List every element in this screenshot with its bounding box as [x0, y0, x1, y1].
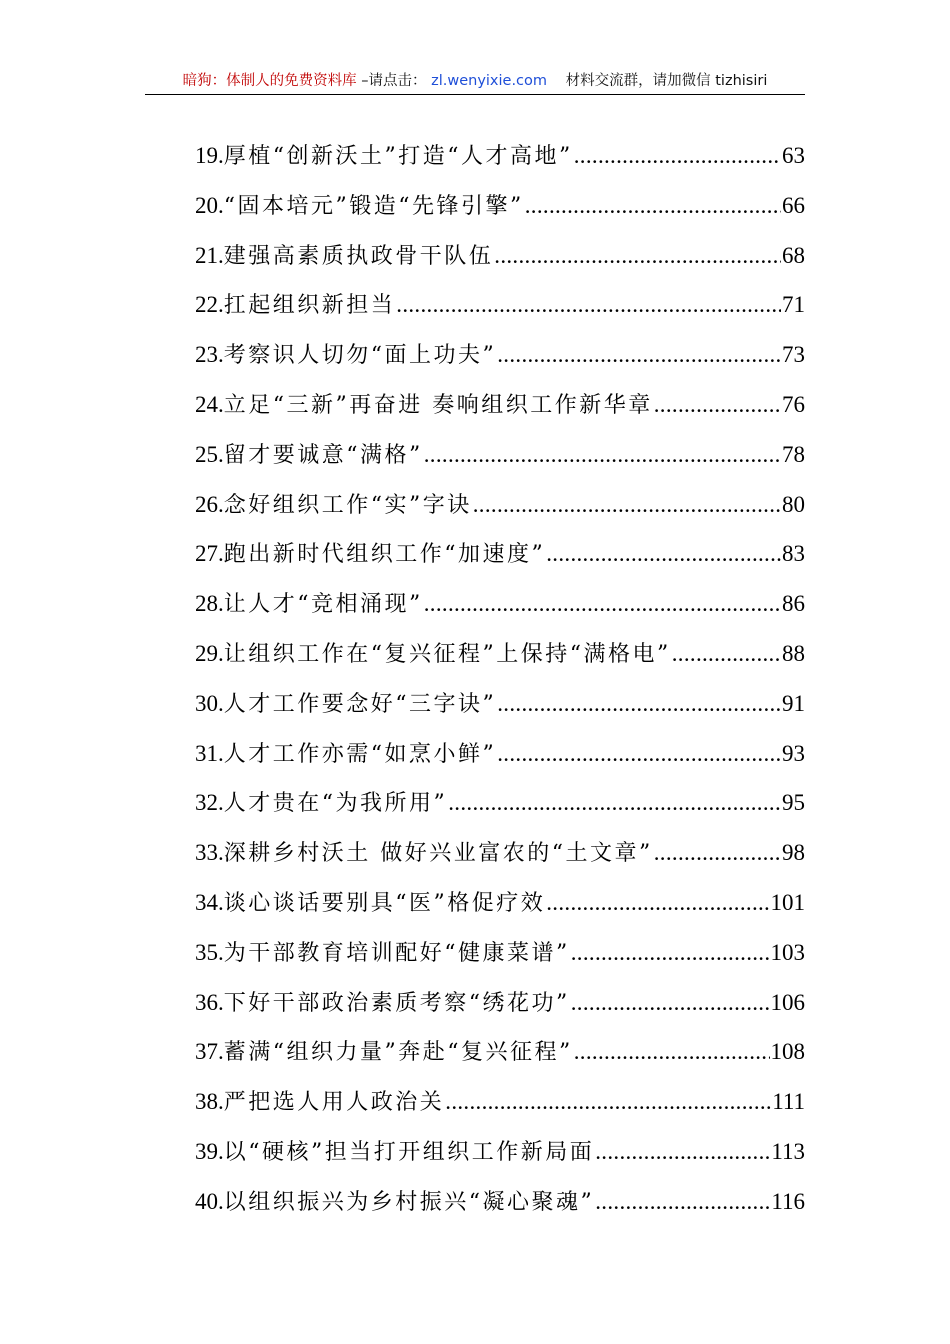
toc-entry-number: 26. [195, 491, 224, 517]
toc-entry-title: 深耕乡村沃土 做好兴业富农的“土文章” [223, 841, 653, 867]
toc-entry-title: 人才工作要念好“三字诀” [223, 691, 497, 717]
toc-dot-leader [571, 928, 770, 978]
toc-dot-leader [424, 430, 781, 480]
toc-entry[interactable] [195, 231, 805, 281]
toc-dot-leader [595, 1127, 770, 1177]
toc-entry-title: 念好组织工作“实”字诀 [223, 492, 472, 518]
toc-entry[interactable] [195, 1027, 805, 1077]
toc-entry-page: 108 [770, 1039, 805, 1065]
toc-entry[interactable] [195, 280, 805, 330]
toc-entry-title: 留才要诚意“满格” [223, 442, 423, 468]
toc-dot-leader [574, 1027, 770, 1077]
toc-entry-page: 71 [782, 292, 805, 318]
toc-dot-leader [424, 579, 781, 629]
toc-entry[interactable] [195, 1077, 805, 1127]
header-prompt: –请点击： [361, 73, 427, 89]
toc-entry-page: 86 [782, 591, 805, 617]
toc-entry-title: 建强高素质执政骨干队伍 [223, 243, 494, 269]
toc-entry-number: 22. [195, 292, 224, 318]
toc-entry[interactable] [195, 380, 805, 430]
toc-entry-title: 下好干部政治素质考察“绣花功” [223, 990, 570, 1016]
toc-entry[interactable] [195, 928, 805, 978]
toc-entry-page: 80 [782, 491, 805, 517]
toc-entry-title: 谈心谈话要别具“医”格促疗效 [223, 890, 546, 916]
header-brand: 暗狗：体制人的免费资料库 [182, 73, 357, 89]
toc-entry-number: 23. [195, 342, 224, 368]
toc-entry-number: 21. [195, 242, 224, 268]
toc-entry-title: 立足“三新”再奋进 奏响组织工作新华章 [223, 392, 653, 418]
toc-entry-page: 101 [770, 889, 805, 915]
toc-dot-leader [497, 679, 781, 729]
toc-dot-leader [525, 181, 781, 231]
toc-entry-page: 95 [782, 790, 805, 816]
toc-entry-number: 32. [195, 790, 224, 816]
header-note: 材料交流群，请加微信 tizhisiri [565, 73, 768, 89]
toc-entry-number: 33. [195, 840, 224, 866]
toc-dot-leader [654, 380, 781, 430]
toc-entry-page: 98 [782, 840, 805, 866]
toc-entry-number: 39. [195, 1138, 224, 1164]
toc-entry-number: 24. [195, 391, 224, 417]
toc-entry-title: 厚植“创新沃土”打造“人才高地” [223, 144, 573, 169]
toc-entry-page: 78 [782, 441, 805, 467]
toc-entry-title: “固本培元”锻造“先锋引擎” [223, 193, 524, 219]
toc-dot-leader [672, 629, 781, 679]
toc-entry-page: 68 [782, 242, 805, 268]
toc-entry[interactable] [195, 878, 805, 928]
toc-dot-leader [473, 480, 781, 530]
toc-entry-title: 考察识人切勿“面上功夫” [223, 343, 497, 369]
toc-entry-number: 19. [195, 143, 224, 168]
toc-dot-leader [654, 828, 781, 878]
toc-dot-leader [445, 1077, 771, 1127]
toc-entry-number: 36. [195, 989, 224, 1015]
toc-entry-title: 以“硬核”担当打开组织工作新局面 [223, 1139, 595, 1165]
toc-entry-page: 73 [782, 342, 805, 368]
toc-entry-title: 让人才“竞相涌现” [223, 592, 423, 618]
table-of-contents [195, 131, 805, 1227]
page-header [145, 68, 805, 95]
toc-entry-title: 为干部教育培训配好“健康菜谱” [223, 940, 570, 966]
header-link[interactable]: zl.wenyixie.com [431, 73, 548, 89]
toc-entry[interactable] [195, 131, 805, 181]
toc-entry[interactable] [195, 330, 805, 380]
toc-dot-leader [497, 330, 781, 380]
toc-entry-page: 88 [782, 640, 805, 666]
toc-entry[interactable] [195, 978, 805, 1028]
toc-entry-page: 63 [782, 143, 805, 168]
toc-entry[interactable] [195, 430, 805, 480]
toc-entry-number: 40. [195, 1188, 224, 1214]
toc-dot-leader [595, 1177, 770, 1227]
toc-entry-number: 28. [195, 591, 224, 617]
toc-dot-leader [497, 729, 781, 779]
toc-entry[interactable] [195, 1127, 805, 1177]
toc-entry-page: 111 [772, 1089, 805, 1115]
toc-entry-title: 人才工作亦需“如烹小鲜” [223, 741, 497, 767]
toc-entry-number: 38. [195, 1089, 224, 1115]
toc-entry[interactable] [195, 579, 805, 629]
toc-entry-number: 34. [195, 889, 224, 915]
toc-entry-number: 35. [195, 939, 224, 965]
toc-entry-page: 66 [782, 192, 805, 218]
toc-entry-number: 27. [195, 541, 224, 567]
toc-entry-number: 25. [195, 441, 224, 467]
toc-entry[interactable] [195, 828, 805, 878]
toc-entry-title: 蓄满“组织力量”奔赴“复兴征程” [223, 1040, 573, 1066]
toc-dot-leader [546, 878, 769, 928]
toc-entry-number: 31. [195, 740, 224, 766]
toc-dot-leader [546, 529, 781, 579]
toc-entry-number: 37. [195, 1039, 224, 1065]
toc-entry-page: 93 [782, 740, 805, 766]
toc-entry-number: 30. [195, 690, 224, 716]
toc-entry-page: 103 [770, 939, 805, 965]
toc-entry-page: 116 [771, 1188, 805, 1214]
toc-entry-title: 跑出新时代组织工作“加速度” [223, 542, 546, 568]
toc-dot-leader [448, 778, 781, 828]
toc-entry[interactable] [195, 778, 805, 828]
toc-entry-page: 76 [782, 391, 805, 417]
toc-dot-leader [396, 280, 781, 330]
toc-entry-page: 113 [771, 1138, 805, 1164]
toc-entry-title: 以组织振兴为乡村振兴“凝心聚魂” [223, 1189, 595, 1215]
toc-entry-title: 扛起组织新担当 [223, 293, 396, 319]
toc-entry-number: 20. [195, 192, 224, 218]
toc-dot-leader [494, 231, 781, 281]
toc-dot-leader [574, 131, 781, 181]
toc-entry-title: 人才贵在“为我所用” [223, 791, 448, 817]
toc-entry-page: 106 [770, 989, 805, 1015]
toc-dot-leader [571, 978, 770, 1028]
toc-entry-number: 29. [195, 640, 224, 666]
toc-entry[interactable] [195, 1177, 805, 1227]
toc-entry[interactable] [195, 480, 805, 530]
toc-entry[interactable] [195, 679, 805, 729]
toc-entry-title: 严把选人用人政治关 [223, 1090, 445, 1116]
toc-entry-page: 83 [782, 541, 805, 567]
toc-entry-page: 91 [782, 690, 805, 716]
toc-entry-title: 让组织工作在“复兴征程”上保持“满格电” [223, 641, 671, 667]
toc-entry[interactable] [195, 181, 805, 231]
toc-entry[interactable] [195, 629, 805, 679]
toc-entry[interactable] [195, 529, 805, 579]
toc-entry[interactable] [195, 729, 805, 779]
